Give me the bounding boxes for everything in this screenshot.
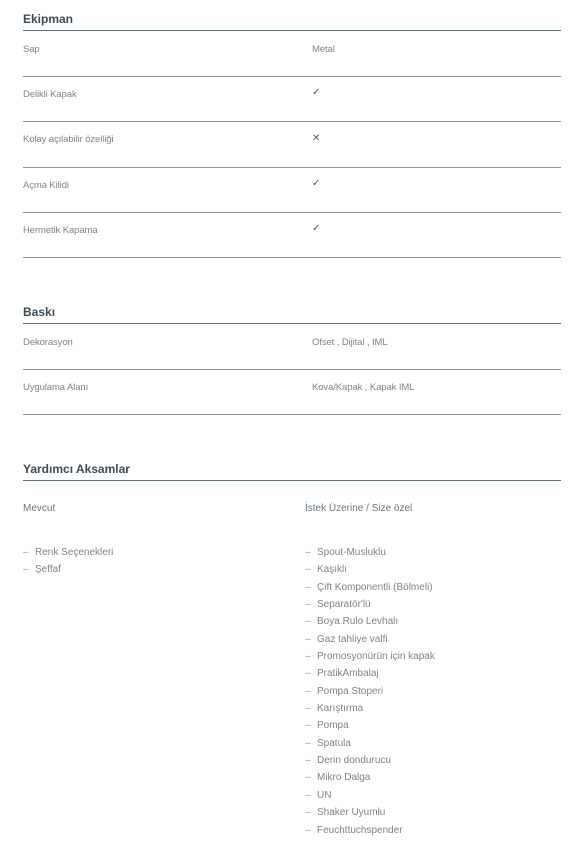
row-value-sap: Metal: [312, 44, 335, 55]
section-title-ekipman: Ekipman: [23, 12, 74, 26]
row-label-hermetik-kapama: Hermetik Kapama: [23, 225, 98, 236]
list-item: – Promosyonürün için kapak: [305, 648, 435, 665]
dash-bullet: –: [305, 703, 311, 715]
row-label-acma-kilidi: Açma Kilidi: [23, 180, 69, 191]
dash-bullet: –: [305, 807, 311, 819]
row-divider: [23, 121, 561, 122]
list-item: – Şeffaf: [23, 561, 113, 578]
list-item: – Çift Komponentli (Bölmeli): [305, 579, 435, 596]
list-item: – Pompa Stoperi: [305, 683, 435, 700]
row-divider: [23, 76, 561, 77]
row-divider: [23, 212, 561, 213]
section-divider: [23, 323, 561, 324]
dash-bullet: –: [305, 581, 311, 593]
list-item: – Gaz tahliye valfi: [305, 631, 435, 648]
list-item: – Mikro Dalga: [305, 769, 435, 786]
mevcut-list: [23, 544, 113, 579]
dash-bullet: –: [305, 737, 311, 749]
check-icon: ✓: [312, 178, 321, 189]
dash-bullet: –: [305, 685, 311, 697]
check-icon: ✓: [312, 223, 321, 234]
column-header-mevcut: Mevcut: [23, 503, 56, 514]
list-item: – Boya Rulo Levhalı: [305, 613, 435, 630]
list-item: – Shaker Uyumlu: [305, 804, 435, 821]
istek-uzerine-list: [305, 544, 435, 839]
dash-bullet: –: [305, 772, 311, 784]
list-item: – Feuchttuchspender: [305, 822, 435, 839]
dash-bullet: –: [305, 789, 311, 801]
dash-bullet: –: [305, 651, 311, 663]
dash-bullet: –: [305, 633, 311, 645]
list-item: – Spout-Musluklu: [305, 544, 435, 561]
list-item: – PratikAmbalaj: [305, 665, 435, 682]
row-label-sap: Sap: [23, 44, 40, 55]
dash-bullet: –: [305, 564, 311, 576]
list-item: – UN: [305, 787, 435, 804]
row-divider: [23, 257, 561, 258]
list-item: – Pompa: [305, 717, 435, 734]
row-label-delikli-kapak: Delikli Kapak: [23, 89, 77, 100]
section-divider: [23, 30, 561, 31]
dash-bullet: –: [305, 668, 311, 680]
dash-bullet: –: [305, 755, 311, 767]
cross-icon: ✕: [312, 133, 321, 144]
dash-bullet: –: [305, 547, 311, 558]
row-label-uygulama-alani: Uygulama Alanı: [23, 382, 89, 393]
dash-bullet: –: [23, 564, 29, 576]
list-item: – Separatör'lü: [305, 596, 435, 613]
row-divider: [23, 167, 561, 168]
dash-bullet: –: [23, 547, 29, 558]
list-item: – Renk Seçenekleri: [23, 544, 113, 561]
row-label-kolay-acilabilir: Kolay açılabilir özelliği: [23, 134, 114, 145]
row-label-dekorasyon: Dekorasyon: [23, 337, 73, 348]
row-value-dekorasyon: Ofset , Dijital , IML: [312, 337, 388, 348]
list-item: – Kaşıklı: [305, 561, 435, 578]
row-divider: [23, 414, 561, 415]
section-title-yardimci-aksamlar: Yardımcı Aksamlar: [23, 462, 130, 476]
dash-bullet: –: [305, 616, 311, 628]
section-title-baski: Baskı: [23, 305, 56, 319]
list-item: – Spatula: [305, 735, 435, 752]
row-value-uygulama-alani: Kova/Kapak , Kapak IML: [312, 382, 415, 393]
check-icon: ✓: [312, 87, 321, 98]
list-item: – Karıştırma: [305, 700, 435, 717]
list-item: – Derin dondurucu: [305, 752, 435, 769]
section-divider: [23, 480, 561, 481]
column-header-istek-uzerine: İstek Üzerine / Size özel: [305, 503, 413, 514]
dash-bullet: –: [305, 599, 311, 611]
dash-bullet: –: [305, 824, 311, 836]
dash-bullet: –: [305, 720, 311, 732]
row-divider: [23, 369, 561, 370]
